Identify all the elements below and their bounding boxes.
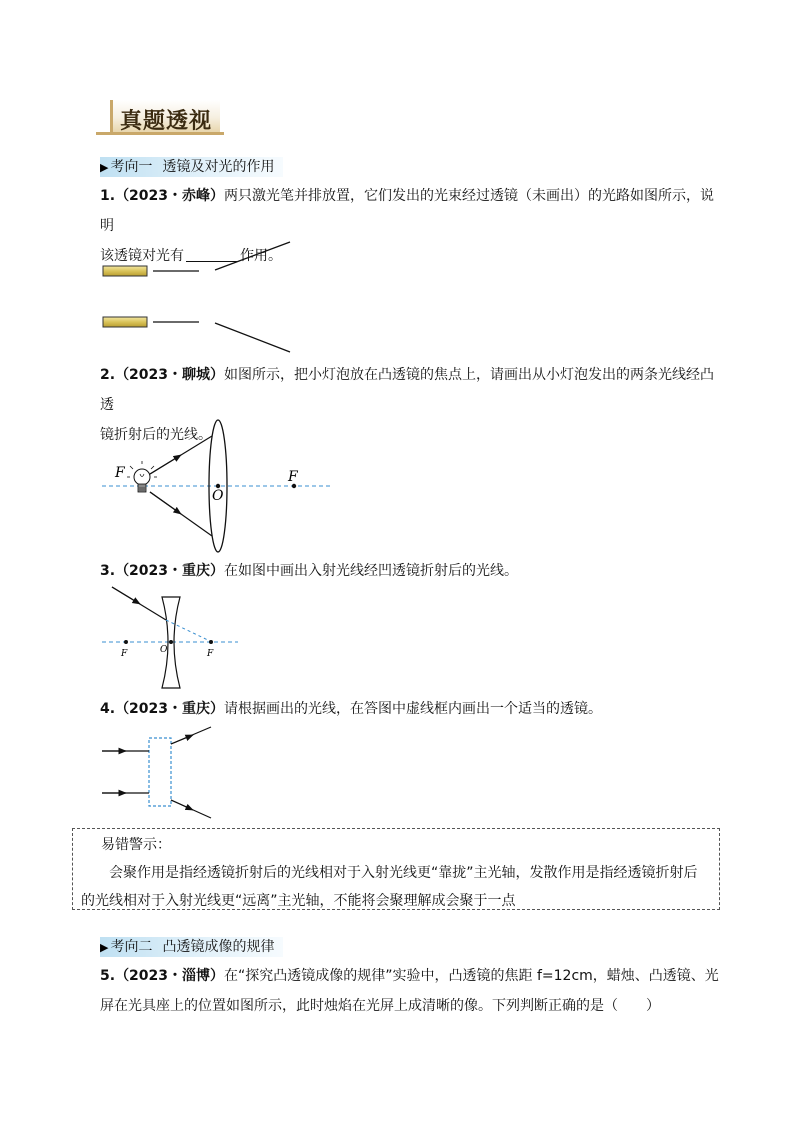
focus-label-right: F xyxy=(288,469,298,485)
center-label: O xyxy=(212,488,224,504)
section-header-2 xyxy=(100,937,283,957)
question-number: 3. xyxy=(100,563,116,579)
warning-box xyxy=(72,828,720,910)
question-text: 屏在光具座上的位置如图所示，此时烛焰在光屏上成清晰的像。下列判断正确的是（ ） xyxy=(100,998,660,1014)
section-title: 透镜及对光的作用 xyxy=(162,159,275,175)
question-source: （2023・重庆） xyxy=(115,563,225,579)
dashed-lens-box xyxy=(149,738,171,806)
page-title: 真题透视 xyxy=(120,109,213,134)
question-text: 如图所示，把小灯泡放在凸透镜的焦点上，请画出从小灯泡发出的两条光线经凸透 xyxy=(100,367,715,413)
question-number: 2. xyxy=(100,367,116,383)
focus-label-left: F xyxy=(121,649,128,659)
section-title: 凸透镜成像的规律 xyxy=(162,939,275,955)
question-source: （2023・聊城） xyxy=(115,367,225,383)
question-source: （2023・重庆） xyxy=(115,701,225,717)
question-text: 在“探究凸透镜成像的规律”实验中，凸透镜的焦距 f=12cm，蜡烛、凸透镜、光 xyxy=(224,968,719,984)
warning-title: 易错警示： xyxy=(101,837,171,853)
section-label: 考向一 xyxy=(110,159,153,175)
center-label: O xyxy=(160,645,168,655)
warning-text: 会聚作用是指经透镜折射后的光线相对于入射光线更“靠拢”主光轴，发散作用是指经透镜折射后 xyxy=(109,865,698,881)
question-text: 作用。 xyxy=(240,248,282,264)
triangle-icon: ▶ xyxy=(100,941,109,954)
section-label: 考向二 xyxy=(110,939,153,955)
question-number: 1. xyxy=(100,188,116,204)
focus-label-left: F xyxy=(115,465,125,481)
question-text: 镜折射后的光线。 xyxy=(100,427,212,443)
question-text: 两只激光笔并排放置，它们发出的光束经过透镜（未画出）的光路如图所示，说明 xyxy=(100,188,715,234)
question-source: （2023・赤峰） xyxy=(115,188,225,204)
question-5 xyxy=(100,961,720,1021)
focus-label-right: F xyxy=(207,649,214,659)
question-text: 该透镜对光有 xyxy=(100,248,184,264)
question-source: （2023・淄博） xyxy=(115,968,225,984)
warning-text: 的光线相对于入射光线更“远离”主光轴，不能将会聚理解成会聚于一点 xyxy=(81,893,516,909)
triangle-icon: ▶ xyxy=(100,161,109,174)
question-number: 4. xyxy=(100,701,116,717)
question-text: 在如图中画出入射光线经凹透镜折射后的光线。 xyxy=(224,563,519,579)
question-text: 请根据画出的光线，在答图中虚线框内画出一个适当的透镜。 xyxy=(224,701,603,717)
question-number: 5. xyxy=(100,968,116,984)
